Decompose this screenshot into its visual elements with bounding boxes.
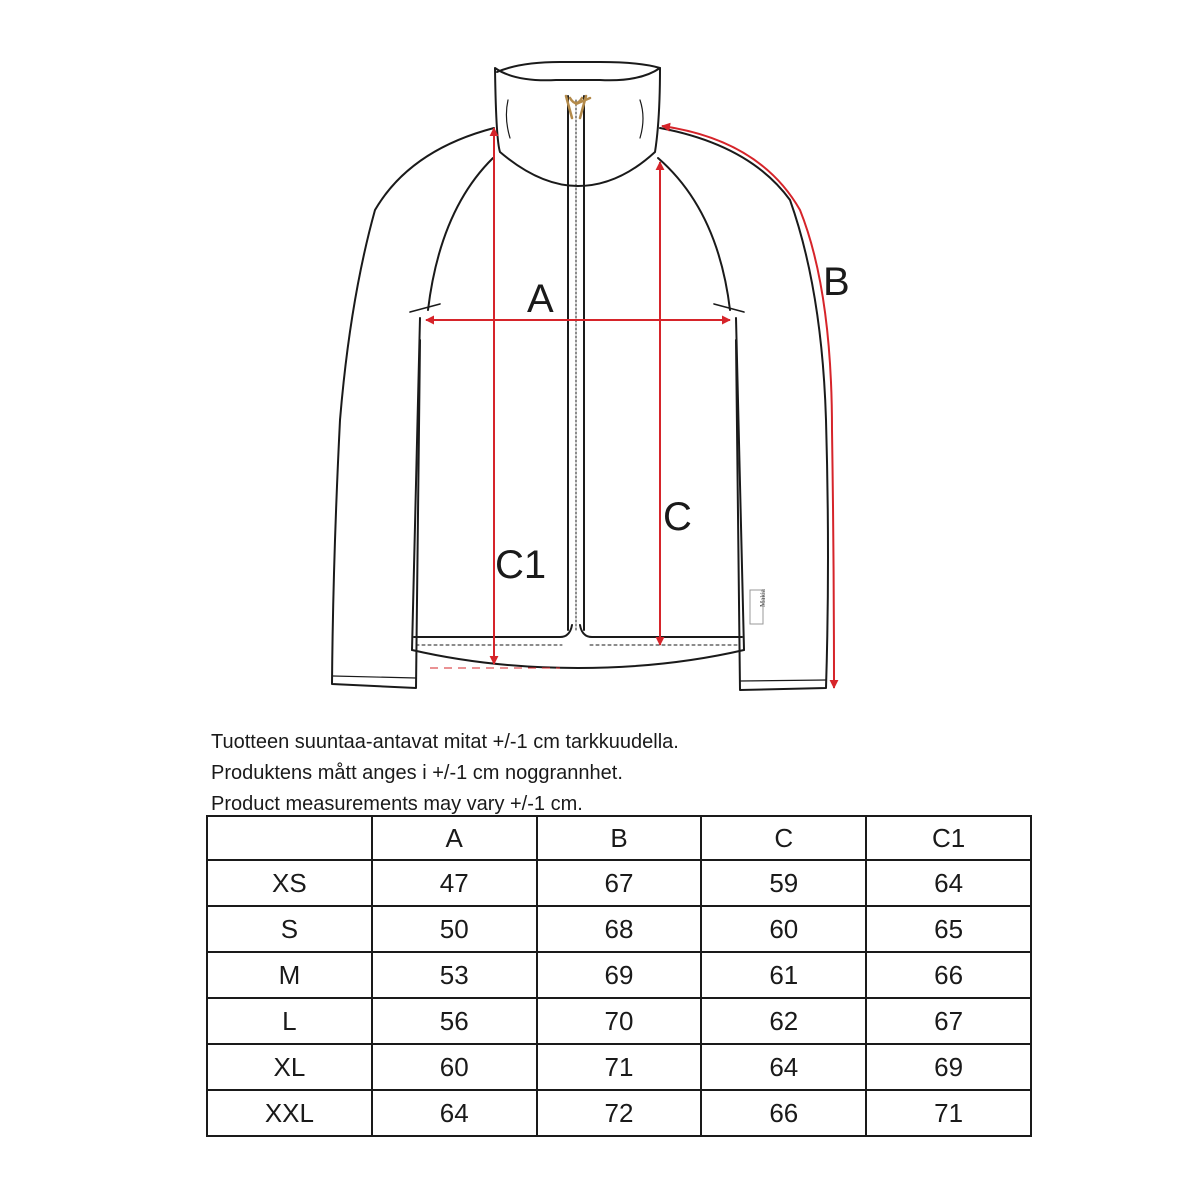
table-header-cell: B	[537, 816, 702, 860]
table-header-cell: C	[701, 816, 866, 860]
table-cell: 65	[866, 906, 1031, 952]
right-sleeve	[660, 128, 828, 690]
table-cell: 72	[537, 1090, 702, 1136]
note-english: Product measurements may vary +/-1 cm.	[211, 793, 583, 815]
table-cell: 71	[537, 1044, 702, 1090]
table-cell: 47	[372, 860, 537, 906]
table-cell: 69	[537, 952, 702, 998]
table-cell: 67	[537, 860, 702, 906]
table-cell: 60	[701, 906, 866, 952]
size-cell: M	[207, 952, 372, 998]
table-row	[207, 906, 1031, 952]
brand-tag-text: Makia	[759, 589, 767, 607]
jacket-outline	[332, 62, 828, 690]
underarm-left	[410, 304, 440, 312]
table-cell: 67	[866, 998, 1031, 1044]
table-row	[207, 1044, 1031, 1090]
table-cell: 71	[866, 1090, 1031, 1136]
measurement-lines	[426, 126, 834, 688]
drawstring	[566, 96, 590, 118]
table-cell: 69	[866, 1044, 1031, 1090]
table-cell: 59	[701, 860, 866, 906]
table-cell: 53	[372, 952, 537, 998]
table-cell: 62	[701, 998, 866, 1044]
table-cell: 61	[701, 952, 866, 998]
table-header-cell: C1	[866, 816, 1031, 860]
table-row	[207, 998, 1031, 1044]
label-c: C	[663, 495, 692, 539]
measure-b-line	[662, 126, 834, 688]
hem-outer	[412, 650, 744, 668]
table-row	[207, 1090, 1031, 1136]
label-c1: C1	[495, 543, 547, 587]
size-cell: XL	[207, 1044, 372, 1090]
table-row	[207, 860, 1031, 906]
size-cell: XS	[207, 860, 372, 906]
size-cell: XXL	[207, 1090, 372, 1136]
table-cell: 68	[537, 906, 702, 952]
table-cell: 50	[372, 906, 537, 952]
table-cell: 64	[372, 1090, 537, 1136]
note-swedish: Produktens mått anges i +/-1 cm noggrannhet.	[211, 762, 623, 784]
label-a: A	[527, 277, 554, 321]
collar	[495, 68, 660, 186]
size-table	[206, 815, 1032, 1137]
label-b: B	[823, 260, 850, 304]
table-cell: 66	[701, 1090, 866, 1136]
size-cell: S	[207, 906, 372, 952]
right-cuff	[740, 680, 826, 681]
table-header-cell	[207, 816, 372, 860]
table-cell: 66	[866, 952, 1031, 998]
table-header-cell: A	[372, 816, 537, 860]
table-cell: 64	[701, 1044, 866, 1090]
table-cell: 70	[537, 998, 702, 1044]
collar-inner-left	[506, 100, 510, 138]
brand-tag	[750, 588, 767, 624]
table-header-row	[207, 816, 1031, 860]
collar-fold	[497, 62, 660, 72]
table-row	[207, 952, 1031, 998]
right-raglan-seam	[658, 158, 730, 310]
collar-inner-right	[640, 100, 643, 138]
size-cell: L	[207, 998, 372, 1044]
table-cell: 56	[372, 998, 537, 1044]
left-raglan-seam	[428, 158, 493, 310]
left-cuff	[333, 676, 416, 678]
table-cell: 64	[866, 860, 1031, 906]
note-finnish: Tuotteen suuntaa-antavat mitat +/-1 cm tarkkuudella.	[211, 731, 679, 753]
table-cell: 60	[372, 1044, 537, 1090]
measurement-notes	[211, 727, 1011, 820]
